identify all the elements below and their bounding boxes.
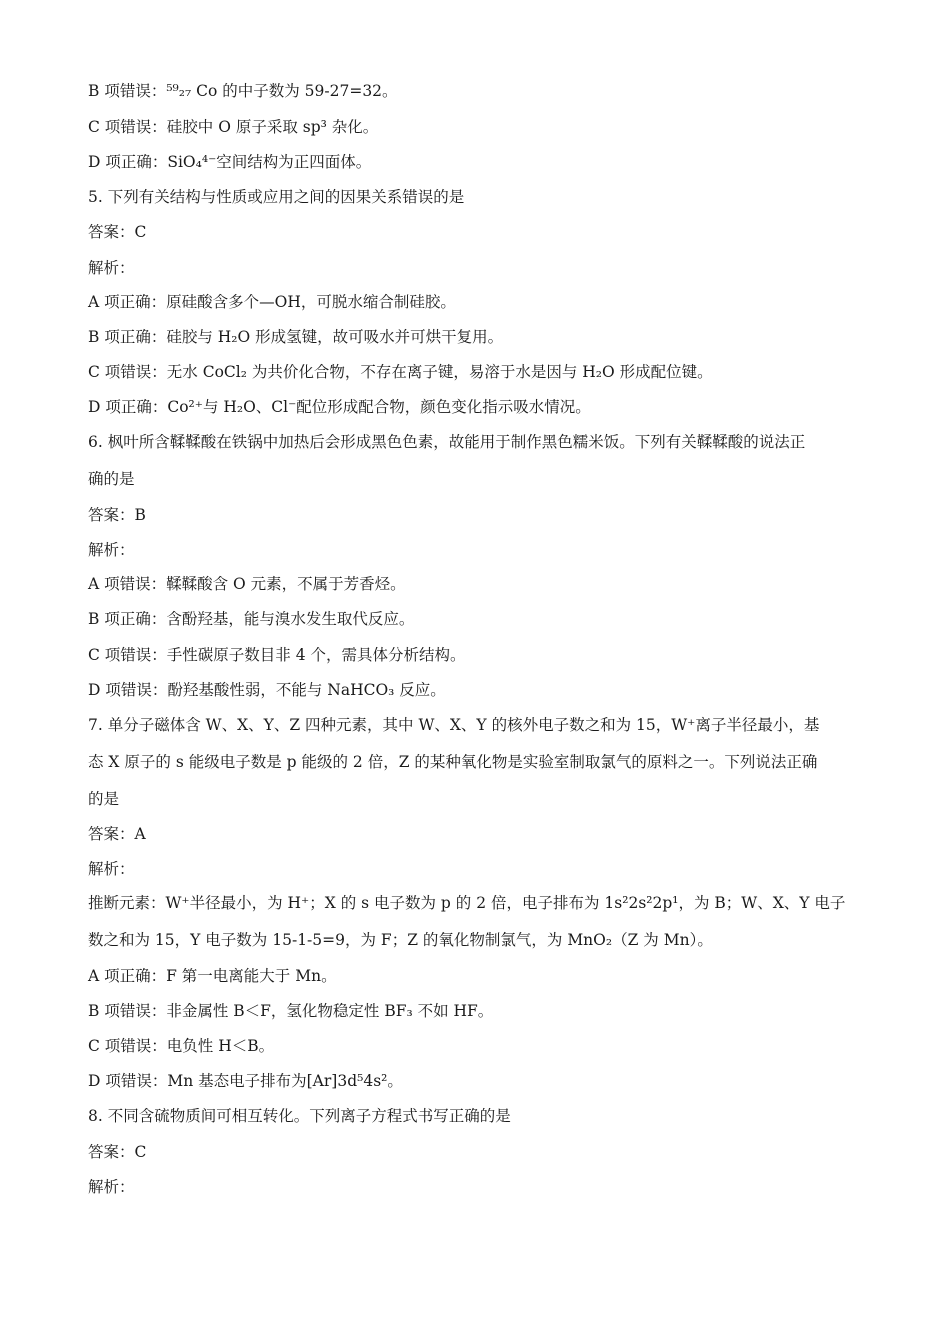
text-line: D 项正确：SiO₄⁴⁻空间结构为正四面体。	[88, 153, 372, 171]
text-line: D 项错误：Mn 基态电子排布为[Ar]3d⁵4s²。	[88, 1072, 403, 1090]
analysis-label: 解析：	[88, 1178, 135, 1196]
text-line: B 项错误：⁵⁹₂₇ Co 的中子数为 59-27=32。	[88, 82, 398, 100]
text-line: A 项正确：F 第一电离能大于 Mn。	[88, 967, 337, 985]
text-line: C 项错误：手性碳原子数目非 4 个，需具体分析结构。	[88, 646, 466, 664]
question-7-stem-cont: 态 X 原子的 s 能级电子数是 p 能级的 2 倍，Z 的某种氧化物是实验室制取氯气的原料之一。下列说法正确	[88, 753, 818, 771]
answer-line: 答案：B	[88, 506, 146, 524]
answer-line: 答案：C	[88, 223, 147, 241]
text-line: C 项错误：无水 CoCl₂ 为共价化合物，不存在离子键，易溶于水是因与 H₂O 形成配位键。	[88, 363, 713, 381]
question-7-stem: 7. 单分子磁体含 W、X、Y、Z 四种元素，其中 W、X、Y 的核外电子数之和为 15，W⁺离子半径最小，基	[88, 716, 820, 734]
answer-line: 答案：A	[88, 825, 146, 843]
text-line: D 项正确：Co²⁺与 H₂O、Cl⁻配位形成配合物，颜色变化指示吸水情况。	[88, 398, 591, 416]
text-line: B 项正确：含酚羟基，能与溴水发生取代反应。	[88, 610, 415, 628]
analysis-label: 解析：	[88, 259, 135, 277]
question-8-stem: 8. 不同含硫物质间可相互转化。下列离子方程式书写正确的是	[88, 1107, 511, 1125]
question-7-stem-cont: 的是	[88, 790, 120, 808]
text-line: B 项正确：硅胶与 H₂O 形成氢键，故可吸水并可烘干复用。	[88, 328, 504, 346]
answer-line: 答案：C	[88, 1143, 147, 1161]
analysis-label: 解析：	[88, 860, 135, 878]
text-line: 推断元素：W⁺半径最小，为 H⁺；X 的 s 电子数为 p 的 2 倍，电子排布为 1s²2s²2p¹，为 B；W、X、Y 电子	[88, 894, 846, 912]
question-5-stem: 5. 下列有关结构与性质或应用之间的因果关系错误的是	[88, 188, 465, 206]
question-6-stem-cont: 确的是	[88, 470, 135, 488]
analysis-label: 解析：	[88, 541, 135, 559]
text-line: C 项错误：电负性 H＜B。	[88, 1037, 275, 1055]
text-line: A 项错误：鞣鞣酸含 O 元素，不属于芳香烃。	[88, 575, 406, 593]
text-line: A 项正确：原硅酸含多个—OH，可脱水缩合制硅胶。	[88, 293, 456, 311]
text-line: B 项错误：非金属性 B＜F，氢化物稳定性 BF₃ 不如 HF。	[88, 1002, 494, 1020]
text-line: D 项错误：酚羟基酸性弱，不能与 NaHCO₃ 反应。	[88, 681, 446, 699]
text-line: C 项错误：硅胶中 O 原子采取 sp³ 杂化。	[88, 118, 379, 136]
text-line: 数之和为 15，Y 电子数为 15-1-5=9，为 F；Z 的氧化物制氯气，为 MnO₂（Z 为 Mn）。	[88, 931, 713, 949]
question-6-stem: 6. 枫叶所含鞣鞣酸在铁锅中加热后会形成黑色色素，故能用于制作黑色糯米饭。下列有关鞣鞣酸的说法正	[88, 433, 806, 451]
